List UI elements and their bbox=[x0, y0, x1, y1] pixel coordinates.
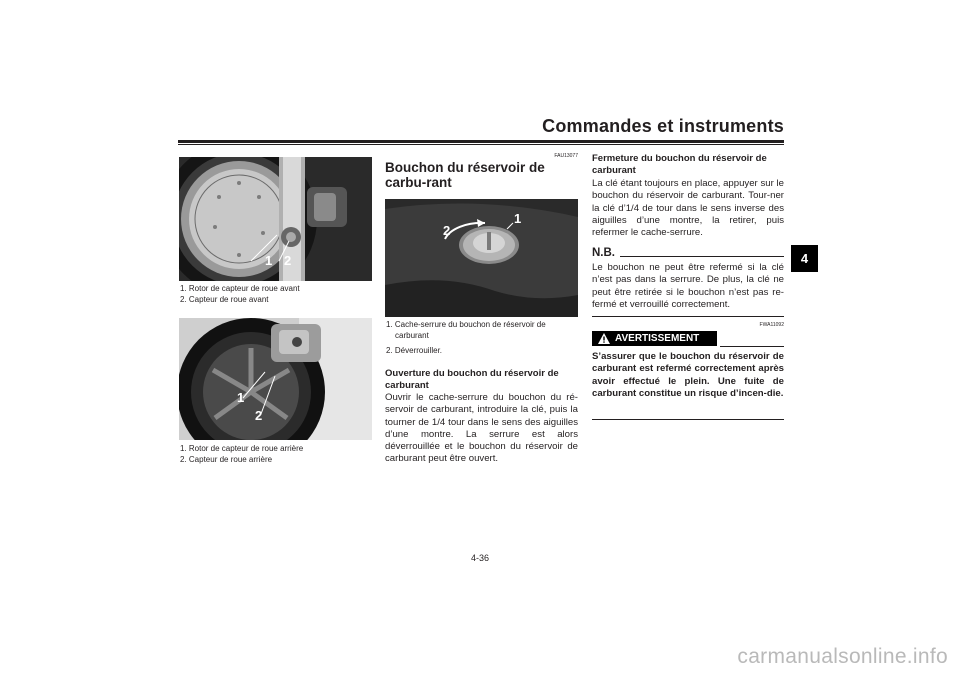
callout-1: 1 bbox=[237, 390, 245, 405]
front-wheel-caption bbox=[180, 283, 372, 305]
warning-icon bbox=[598, 333, 610, 344]
caption-item: 1. Cache-serrure du bouchon de réservoir de carburant bbox=[386, 320, 546, 340]
opening-heading: Ouverture du bouchon du réservoir de carburant bbox=[385, 368, 559, 391]
page-number: 4-36 bbox=[470, 553, 489, 563]
callout-1: 1 bbox=[514, 211, 522, 226]
nb-rule bbox=[620, 256, 784, 257]
section-code: FAU13077 bbox=[554, 153, 578, 159]
callout-2: 2 bbox=[255, 408, 263, 423]
rear-wheel-caption bbox=[180, 443, 372, 465]
section-title: Bouchon du réservoir de carbu-rant bbox=[385, 160, 545, 190]
header-rule bbox=[178, 140, 784, 143]
chapter-tab[interactable]: 4 bbox=[791, 245, 818, 272]
caption-item: 1. Rotor de capteur de roue arrière bbox=[180, 444, 304, 453]
nb-label: N.B. bbox=[592, 247, 615, 259]
warning-code: FWA11092 bbox=[759, 322, 784, 328]
header-rule-thin bbox=[178, 144, 784, 145]
rear-wheel-photo bbox=[179, 318, 372, 440]
caption-item: 2. Déverrouiller. bbox=[386, 346, 443, 355]
callout-2: 2 bbox=[443, 223, 451, 238]
caption-item: 1. Rotor de capteur de roue avant bbox=[180, 284, 300, 293]
caption-item: 2. Capteur de roue arrière bbox=[180, 455, 273, 464]
warning-end-rule bbox=[592, 419, 784, 420]
fuel-cap-photo bbox=[385, 199, 578, 317]
nb-text: Le bouchon ne peut être refermé si la clé n’est pas dans la serrure. De plus, la clé ne peut être retirée si le bouchon n’est pas re-fermé et verrouillé correctement. bbox=[592, 262, 784, 310]
caption-item: 2. Capteur de roue avant bbox=[180, 295, 269, 304]
fuel-cap-illustration bbox=[385, 199, 578, 317]
front-wheel-illustration bbox=[179, 157, 372, 281]
fuel-cap-caption bbox=[386, 319, 578, 356]
nb-end-rule bbox=[592, 316, 784, 317]
warning-badge bbox=[592, 331, 717, 346]
callout-2: 2 bbox=[284, 253, 292, 268]
watermark[interactable]: carmanualsonline.info bbox=[737, 645, 948, 668]
warning-text: S’assurer que le bouchon du réservoir de carburant est refermé correctement après avoir effectué le plein. Une fuite de carburant constitue un risque d’incen-die. bbox=[592, 351, 784, 399]
warning-rule bbox=[720, 346, 784, 347]
page-header-title: Commandes et instruments bbox=[542, 116, 784, 136]
front-wheel-photo bbox=[179, 157, 372, 281]
callout-1: 1 bbox=[265, 253, 273, 268]
opening-text: Ouvrir le cache-serrure du bouchon du ré-servoir de carburant, introduire la clé, puis la tourner de 1/4 tour dans le sens des aiguilles d’une montre. La serrure est alors déverrouillée et le bouchon du réservoir de carburant peut être ouvert. bbox=[385, 392, 578, 465]
rear-wheel-illustration bbox=[179, 318, 372, 440]
closing-text: La clé étant toujours en place, appuyer sur le bouchon du réservoir de carburant. Tour-ner la clé d’1/4 de tour dans le sens inverse des aiguilles d’une montre, la retirer, puis refermer le cache-serrure. bbox=[592, 178, 784, 239]
warning-label: AVERTISSEMENT bbox=[615, 333, 700, 344]
closing-heading: Fermeture du bouchon du réservoir de carburant bbox=[592, 153, 767, 176]
